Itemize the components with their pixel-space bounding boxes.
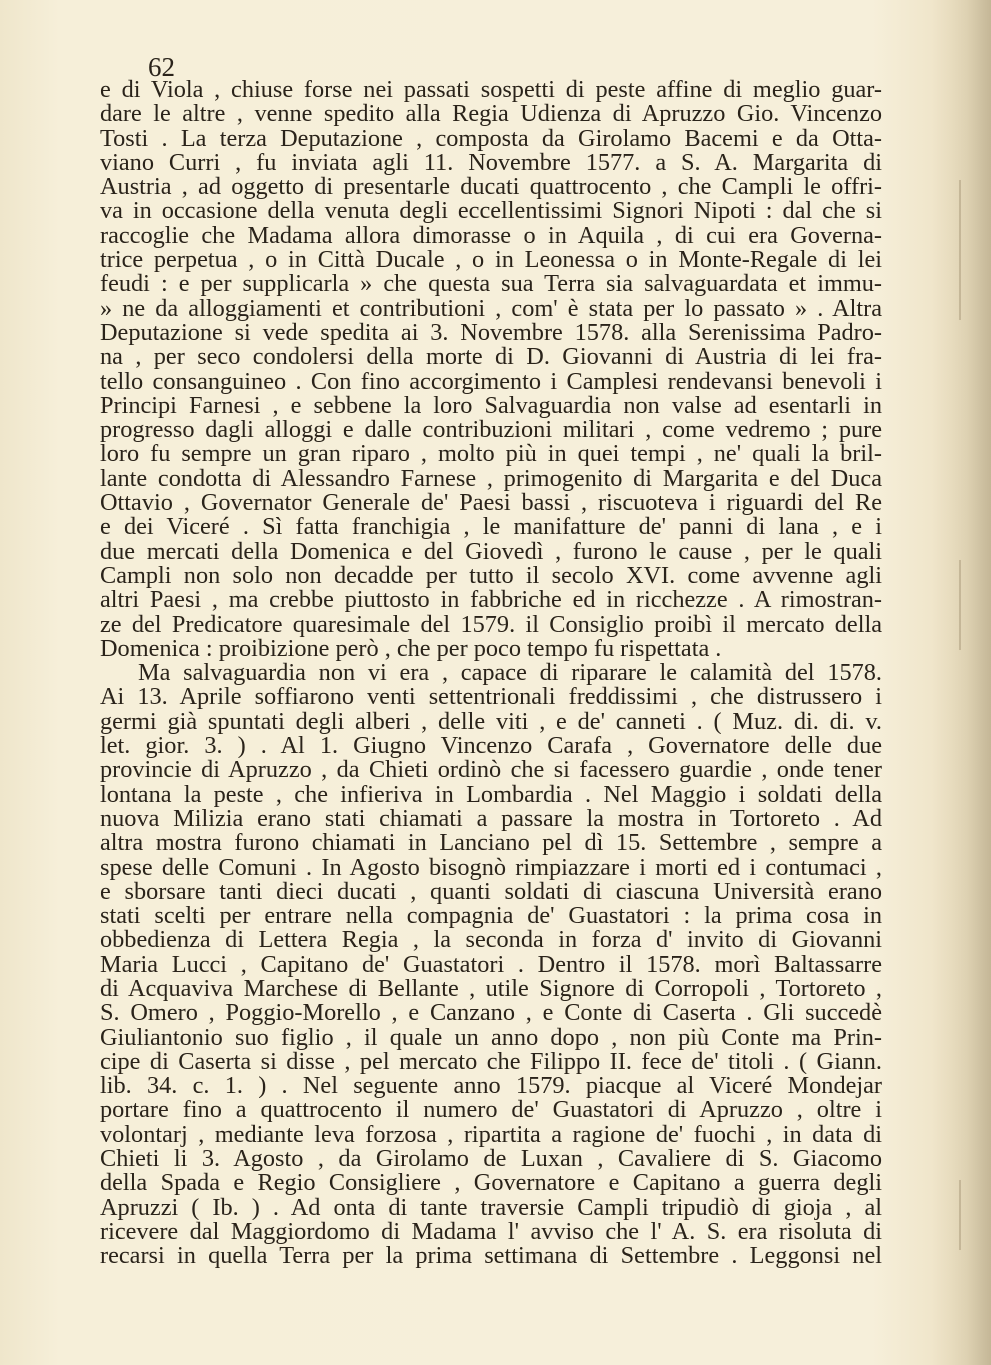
text-line: feudi : e per supplicarla » che questa sua Terra sia salvaguardata et immu-: [100, 272, 882, 297]
text-line: lante condotta di Alessandro Farnese , primogenito di Margarita e del Duca: [100, 466, 882, 492]
text-line: e di Viola , chiuse forse nei passati sospetti di peste affine di meglio guar-: [100, 78, 882, 103]
text-line: na , per seco condolersi della morte di D. Giovanni di Austria di lei fra-: [100, 345, 882, 370]
text-line: nuova Milizia erano stati chiamati a passare la mostra in Tortoreto . Ad: [100, 806, 882, 832]
text-line: va in occasione della venuta degli eccellentissimi Signori Nipoti : dal che si: [100, 199, 882, 224]
text-line: » ne da alloggiamenti et contributioni , com' è stata per lo passato » . Altra: [100, 296, 882, 321]
gutter-crease: [959, 560, 961, 650]
page-gutter-shadow: [931, 0, 991, 1365]
text-line: e sborsare tanti dieci ducati , quanti soldati di ciascuna Università erano: [100, 879, 882, 905]
page-number: 62: [148, 52, 175, 82]
text-line: Principi Farnesi , e sebbene la loro Salvaguardia non valse ad esentarli in: [100, 393, 882, 419]
paragraph-start-line: Ma salvaguardia non vi era , capace di riparare le calamità del 1578.: [138, 661, 882, 686]
text-line: altri Paesi , ma crebbe piuttosto in fabbriche ed in ricchezze . A rimostran-: [100, 588, 882, 613]
text-line: volontarj , mediante leva forzosa , ripartita a ragione de' fuochi , in data di: [100, 1122, 882, 1148]
gutter-crease: [959, 1180, 961, 1250]
text-line: lontana la peste , che infieriva in Lombardia . Nel Maggio i soldati della: [100, 782, 882, 807]
text-line: dare le altre , venne spedito alla Regia Udienza di Apruzzo Gio. Vincenzo: [100, 102, 882, 127]
gutter-crease: [959, 180, 961, 320]
text-line: Tosti . La terza Deputazione , composta da Girolamo Bacemi e da Otta-: [100, 126, 882, 151]
text-line: Austria , ad oggetto di presentarle ducati quattrocento , che Campli le offri-: [100, 175, 882, 200]
text-line: Ottavio , Governator Generale de' Paesi bassi , riscuoteva i riguardi del Re: [100, 491, 882, 516]
text-line: recarsi in quella Terra per la prima settimana di Settembre . Leggonsi nel: [100, 1244, 882, 1269]
text-line: due mercati della Domenica e del Giovedì , furono le cause , per le quali: [100, 539, 882, 564]
text-line: Ai 13. Aprile soffiarono venti settentrionali freddissimi , che distrussero i: [100, 685, 882, 710]
text-line: tello consanguineo . Con fino accorgimento i Camplesi rendevansi benevoli i: [100, 369, 882, 394]
text-line: Campli non solo non decadde per tutto il secolo XVI. come avvenne agli: [100, 563, 882, 589]
text-line: cipe di Caserta si disse , pel mercato che Filippo II. fece de' titoli . ( Giann.: [100, 1049, 882, 1075]
text-line: della Spada e Regio Consigliere , Governatore e Capitano a guerra degli: [100, 1171, 882, 1196]
text-line: stati scelti per entrare nella compagnia de' Guastatori : la prima cosa in: [100, 904, 882, 929]
text-line: viano Curri , fu inviata agli 11. Novembre 1577. a S. A. Margarita di: [100, 150, 882, 176]
text-line: ze del Predicatore quaresimale del 1579. il Consiglio proibì il mercato della: [100, 612, 882, 637]
text-line: spese delle Comuni . In Agosto bisognò rimpiazzare i morti ed i contumaci ,: [100, 855, 882, 880]
text-line: S. Omero , Poggio-Morello , e Canzano , e Conte di Caserta . Gli succedè: [100, 1001, 882, 1026]
text-line: Chieti li 3. Agosto , da Girolamo de Luxan , Cavaliere di S. Giacomo: [100, 1147, 882, 1172]
text-line: e dei Viceré . Sì fatta franchigia , le manifatture de' panni di lana , e i: [100, 515, 882, 540]
text-line: obbedienza di Lettera Regia , la seconda in forza d' invito di Giovanni: [100, 928, 882, 953]
text-line: Domenica : proibizione però , che per poco tempo fu rispettata .: [100, 636, 722, 662]
text-line: let. gior. 3. ) . Al 1. Giugno Vincenzo Carafa , Governatore delle due: [100, 734, 882, 759]
text-line: Apruzzi ( Ib. ) . Ad onta di tante traversie Campli tripudiò di gioja , al: [100, 1195, 882, 1220]
text-line: raccoglie che Madama allora dimorasse o in Aquila , di cui era Governa-: [100, 223, 882, 249]
text-line: Maria Lucci , Capitano de' Guastatori . Dentro il 1578. morì Baltassarre: [100, 952, 882, 977]
text-line: altra mostra furono chiamati in Lanciano pel dì 15. Settembre , sempre a: [100, 831, 882, 856]
text-line: Deputazione si vede spedita ai 3. Novembre 1578. alla Serenissima Padro-: [100, 320, 882, 346]
body-text: [100, 78, 882, 1269]
text-line: germi già spuntati degli alberi , delle viti , e de' canneti . ( Muz. di. di. v.: [100, 709, 882, 735]
text-line: lib. 34. c. 1. ) . Nel seguente anno 1579. piacque al Viceré Mondejar: [100, 1074, 882, 1099]
text-line: ricevere dal Maggiordomo di Madama l' avviso che l' A. S. era risoluta di: [100, 1219, 882, 1245]
text-line: progresso dagli alloggi e dalle contribuzioni militari , come vedremo ; pure: [100, 418, 882, 443]
text-line: portare fino a quattrocento il numero de' Guastatori di Apruzzo , oltre i: [100, 1098, 882, 1123]
text-line: provincie di Apruzzo , da Chieti ordinò che si facessero guardie , onde tener: [100, 758, 882, 783]
text-line: Giuliantonio suo figlio , il quale un anno dopo , non più Conte ma Prin-: [100, 1025, 882, 1050]
text-line: trice perpetua , o in Città Ducale , o in Leonessa o in Monte-Regale di lei: [100, 248, 882, 273]
text-line: loro fu sempre un gran riparo , molto più in quei tempi , ne' quali la bril-: [100, 442, 882, 467]
text-line: di Acquaviva Marchese di Bellante , utile Signore di Corropoli , Tortoreto ,: [100, 976, 882, 1002]
